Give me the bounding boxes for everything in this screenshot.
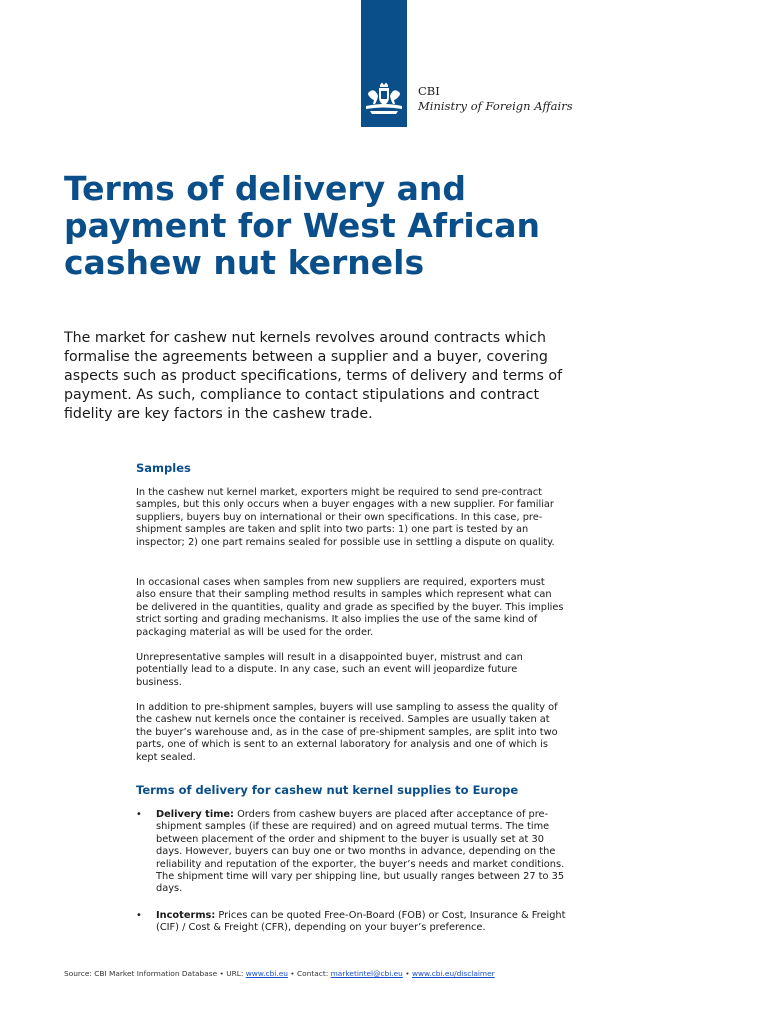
footer-disclaimer-link[interactable]: www.cbi.eu/disclaimer — [411, 969, 495, 978]
bullet-icon: • — [136, 910, 142, 921]
page-title: Terms of delivery and payment for West African cashew nut kernels — [64, 169, 541, 282]
logo-line-1: CBI — [418, 84, 440, 98]
samples-heading: Samples — [136, 461, 191, 475]
footer-contact-label: • Contact: — [290, 969, 329, 978]
footer-url-link[interactable]: www.cbi.eu — [245, 969, 288, 978]
footer-url-label: • URL: — [219, 969, 244, 978]
delivery-bullet-list — [136, 809, 566, 896]
delivery-heading: Terms of delivery for cashew nut kernel supplies to Europe — [136, 783, 519, 797]
samples-section — [136, 461, 566, 475]
samples-paragraph-1: In the cashew nut kernel market, exporters might be required to send pre-contract samples, but this only occurs when a buyer engages with a new supplier. For familiar suppliers, buyers buy on international or their own specifications. In this case, pre-shipment samples are taken and split into two parts: 1) one part is tested by an inspector; 2) one part remains sealed for possible use in settling a dispute on quality. — [136, 487, 555, 548]
intro-paragraph: The market for cashew nut kernels revolves around contracts which formalise the agreements between a supplier and a buyer, covering aspects such as product specifications, terms of delivery and terms of payment. As such, compliance to contact stipulations and contract fidelity are key factors in the cashew trade. — [64, 330, 563, 422]
footer-separator: • — [405, 969, 410, 978]
logo-line-2: Ministry of Foreign Affairs — [418, 99, 573, 113]
samples-paragraph-2: In occasional cases when samples from new suppliers are required, exporters must also ensure that their sampling method results in samples which represent what can be delivered in the quantities, quality and grade as specified by the buyer. This implies strict sorting and grading mechanisms. It also implies the use of the same kind of packaging material as will be used for the order. — [136, 577, 564, 638]
list-item — [136, 910, 566, 935]
samples-paragraph-3: Unrepresentative samples will result in a disappointed buyer, mistrust and can potentially lead to a dispute. In any case, such an event will jeopardize future business. — [136, 652, 523, 688]
royal-coat-of-arms-icon — [363, 82, 405, 116]
list-item — [136, 809, 566, 896]
delivery-bullet-list-2 — [136, 910, 566, 935]
samples-paragraph-4: In addition to pre-shipment samples, buyers will use sampling to assess the quality of the cashew nut kernels once the container is received. Samples are usually taken at the buyer’s warehouse and, as in the case of pre-shipment samples, are split into two parts, one of which is sent to an external laboratory for analysis and one of which is kept sealed. — [136, 702, 558, 763]
bullet-text: Orders from cashew buyers are placed after acceptance of pre-shipment samples (if these are required) and on agreed mutual terms. The time between placement of the order and shipment to the buyer is usually set at 30 days. However, buyers can buy one or two months in advance, depending on the reliability and reputation of the exporter, the buyer’s needs and market conditions. The shipment time will vary per shipping line, but usually ranges between 27 to 35 days. — [156, 809, 565, 895]
logo-text — [418, 84, 573, 114]
footer — [64, 969, 495, 978]
bullet-term: Incoterms: — [156, 910, 216, 921]
footer-source: Source: CBI Market Information Database — [64, 969, 218, 978]
footer-contact-link[interactable]: marketintel@cbi.eu — [330, 969, 403, 978]
bullet-text: Prices can be quoted Free-On-Board (FOB) or Cost, Insurance & Freight (CIF) / Cost & Freight (CFR), depending on your buyer’s preference. — [156, 910, 566, 934]
logo-bar — [361, 0, 407, 127]
bullet-term: Delivery time: — [156, 809, 234, 820]
bullet-icon: • — [136, 809, 142, 820]
delivery-section — [136, 783, 566, 797]
